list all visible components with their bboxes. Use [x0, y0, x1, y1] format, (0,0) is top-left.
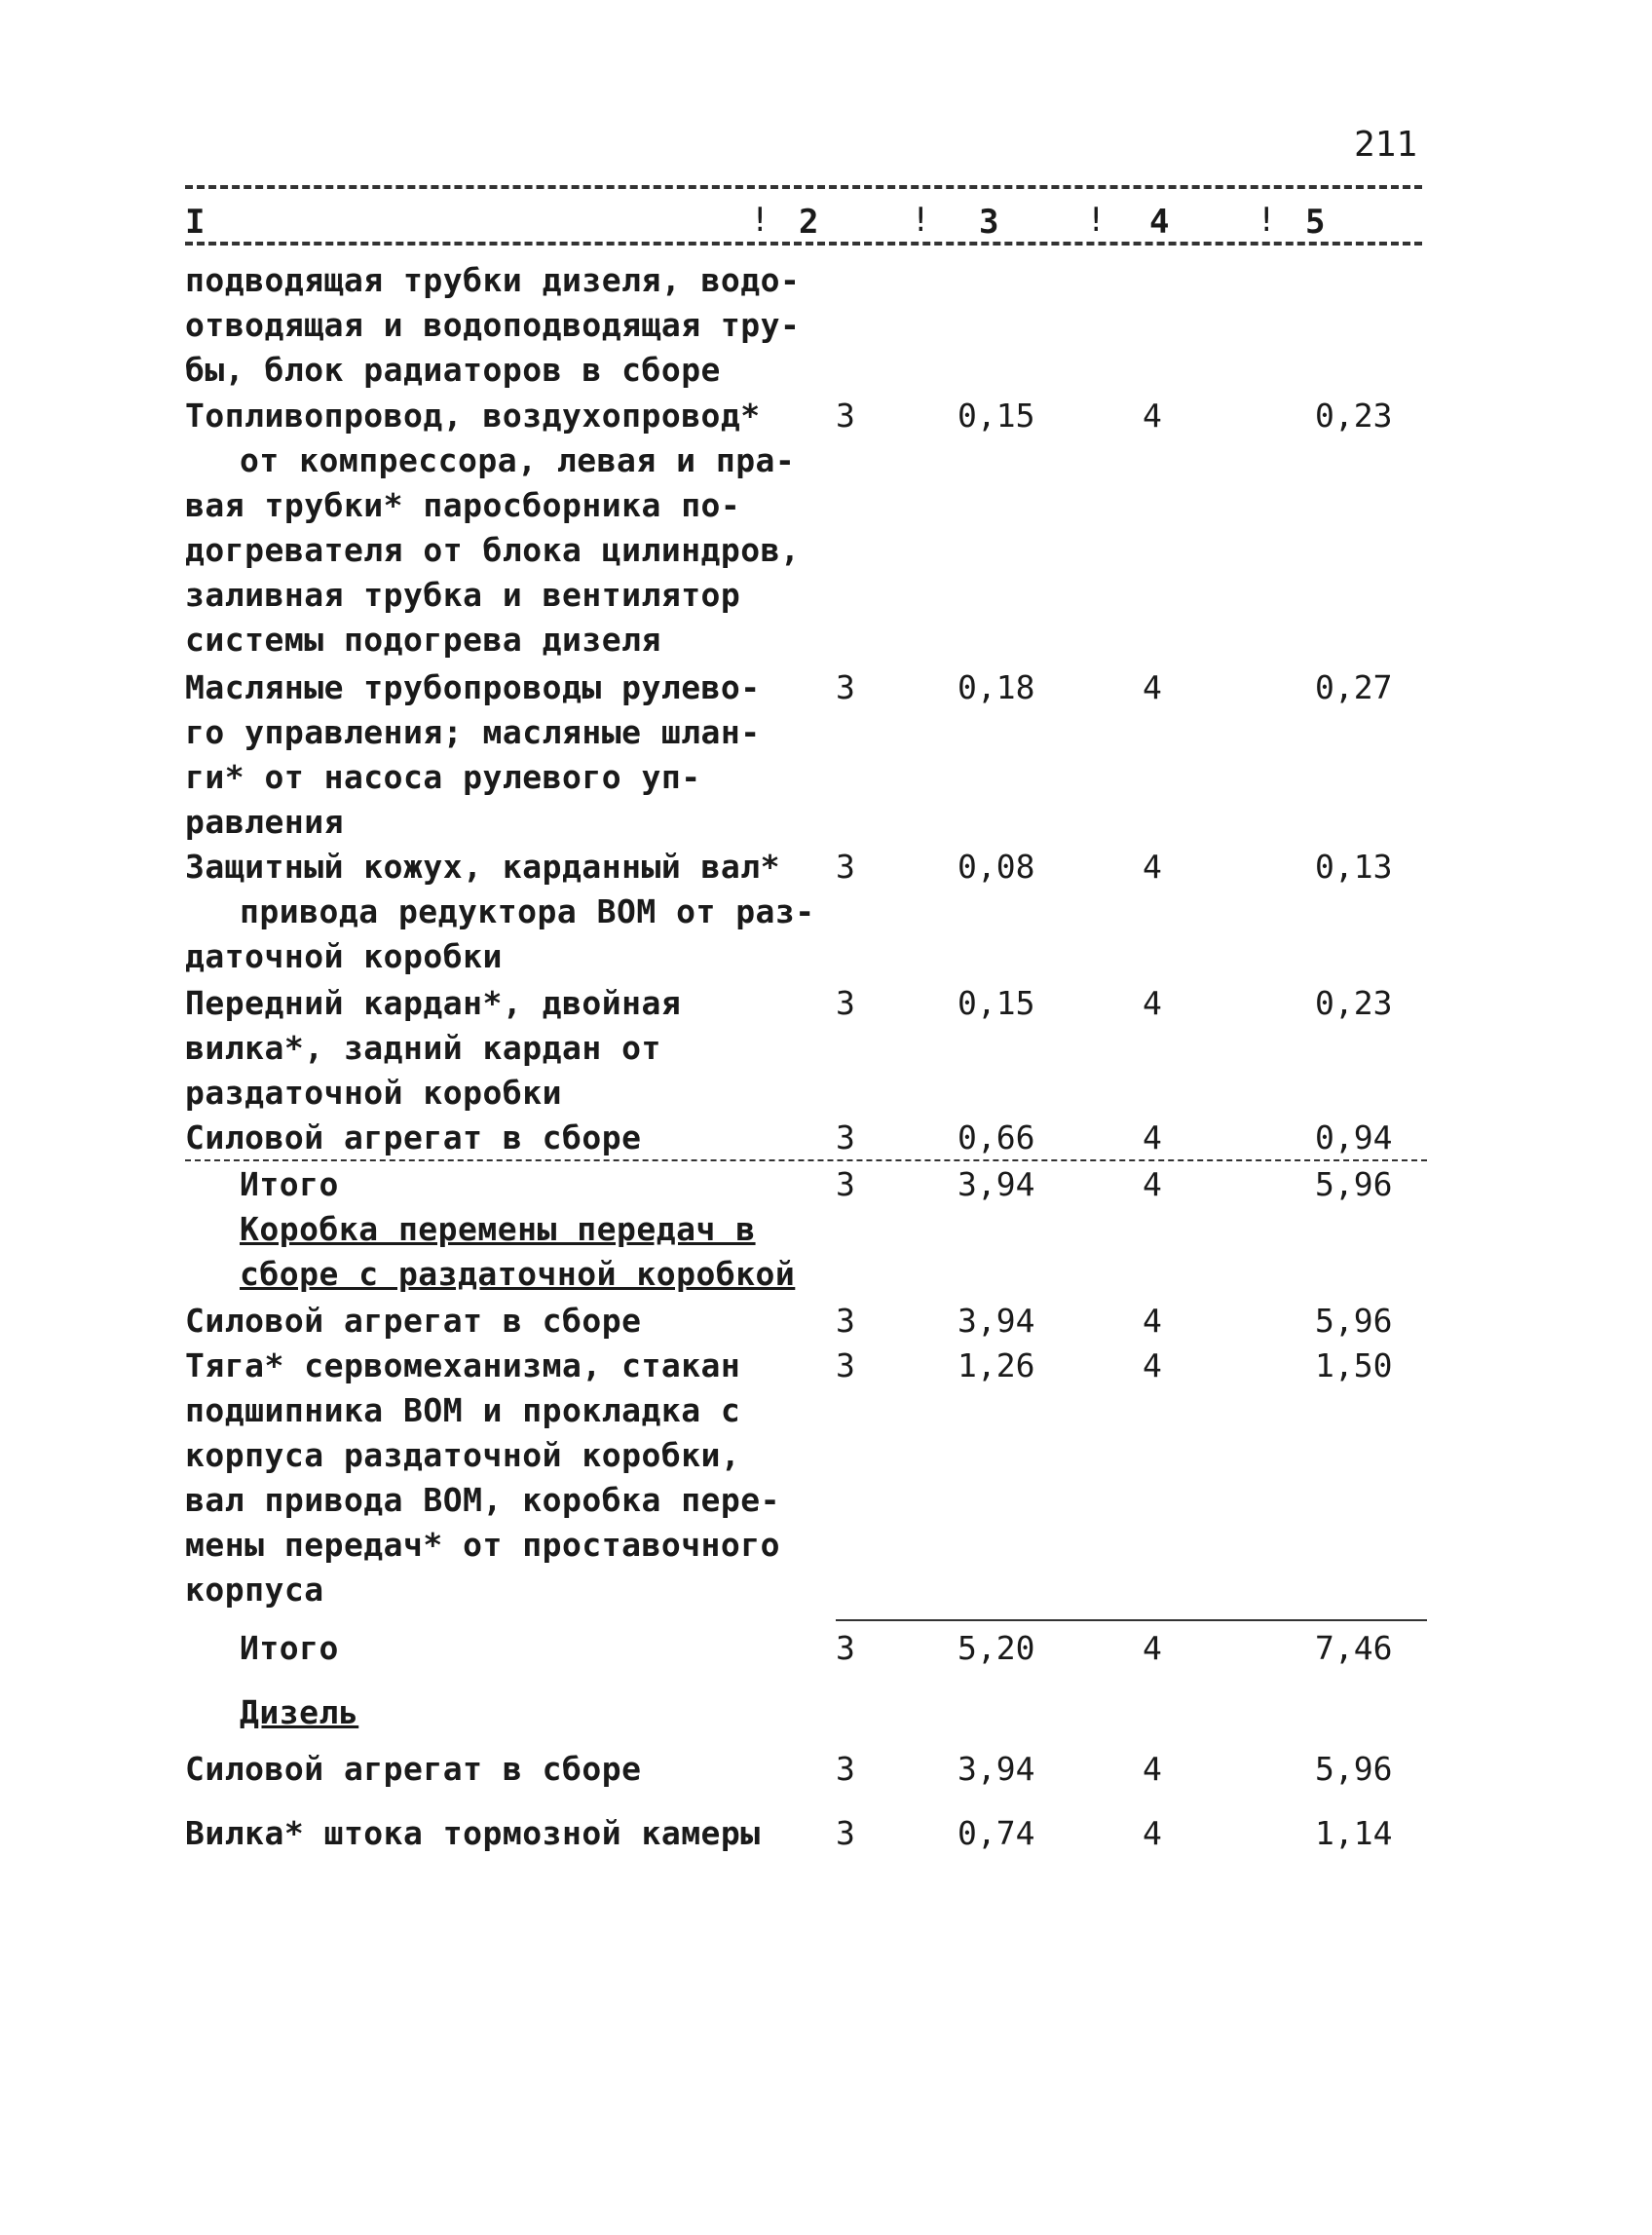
- item-line: от компрессора, левая и пра-: [240, 441, 796, 479]
- section-heading: Коробка перемены передач в: [240, 1210, 756, 1248]
- item-line: Силовой агрегат в сборе: [185, 1118, 642, 1156]
- cell-c5: 1,50: [1315, 1346, 1393, 1384]
- item-line: привода редуктора ВОМ от раз-: [240, 892, 815, 930]
- total-label: Итого: [240, 1629, 339, 1667]
- cell-c3: 0,15: [957, 984, 1035, 1022]
- item-line: Вилка* штока тормозной камеры: [185, 1814, 761, 1852]
- item-line: го управления; масляные шлан-: [185, 713, 761, 751]
- total-rule: [836, 1619, 1427, 1621]
- item-line: Тяга* сервомеханизма, стакан: [185, 1346, 741, 1384]
- column-header-2: 2: [799, 203, 819, 242]
- cell-c4: 4: [1143, 1346, 1162, 1384]
- cell-c5: 0,27: [1315, 668, 1393, 706]
- cell-c2: 3: [836, 848, 855, 886]
- cell-c3: 0,15: [957, 397, 1035, 435]
- column-separator: !: [1257, 201, 1277, 240]
- item-line: мены передач* от проставочного: [185, 1526, 781, 1564]
- cell-c4: 4: [1143, 1302, 1162, 1340]
- item-line: Силовой агрегат в сборе: [185, 1750, 642, 1788]
- item-line: корпуса: [185, 1571, 324, 1609]
- cell-c2: 3: [836, 1629, 855, 1667]
- cell-c4: 4: [1143, 984, 1162, 1022]
- item-line: догревателя от блока цилиндров,: [185, 531, 801, 569]
- cell-c3: 0,74: [957, 1814, 1035, 1852]
- cell-c3: 3,94: [957, 1750, 1035, 1788]
- cell-c2: 3: [836, 984, 855, 1022]
- item-line: вая трубки* паросборника по-: [185, 486, 741, 524]
- item-line: вилка*, задний кардан от: [185, 1029, 661, 1067]
- section-heading: сборе с раздаточной коробкой: [240, 1255, 796, 1293]
- cell-c3: 0,18: [957, 668, 1035, 706]
- item-line: Топливопровод, воздухопровод*: [185, 397, 761, 435]
- item-line: корпуса раздаточной коробки,: [185, 1436, 741, 1474]
- cell-c5: 0,23: [1315, 984, 1393, 1022]
- cell-c4: 4: [1143, 397, 1162, 435]
- cell-c3: 3,94: [957, 1302, 1035, 1340]
- cell-c3: 0,08: [957, 848, 1035, 886]
- cell-c4: 4: [1143, 1629, 1162, 1667]
- cell-c5: 5,96: [1315, 1302, 1393, 1340]
- column-separator: !: [911, 201, 931, 240]
- cell-c5: 0,23: [1315, 397, 1393, 435]
- cell-c4: 4: [1143, 668, 1162, 706]
- cell-c3: 1,26: [957, 1346, 1035, 1384]
- page-number: 211: [1354, 125, 1418, 165]
- item-line: заливная трубка и вентилятор: [185, 576, 741, 614]
- item-line: Передний кардан*, двойная: [185, 984, 682, 1022]
- cell-c2: 3: [836, 1165, 855, 1203]
- cell-c2: 3: [836, 1118, 855, 1156]
- item-line: отводящая и водоподводящая тру-: [185, 306, 801, 344]
- column-separator: !: [750, 201, 770, 240]
- cell-c4: 4: [1143, 1814, 1162, 1852]
- item-line: Защитный кожух, карданный вал*: [185, 848, 781, 886]
- cell-c2: 3: [836, 1302, 855, 1340]
- table-header-rule: [185, 242, 1422, 246]
- cell-c4: 4: [1143, 1118, 1162, 1156]
- item-line: подшипника ВОМ и прокладка с: [185, 1391, 741, 1429]
- cell-c5: 5,96: [1315, 1750, 1393, 1788]
- column-header-3: 3: [979, 203, 999, 242]
- column-separator: !: [1086, 201, 1107, 240]
- cell-c2: 3: [836, 1750, 855, 1788]
- cell-c2: 3: [836, 1814, 855, 1852]
- cell-c4: 4: [1143, 1165, 1162, 1203]
- cell-c2: 3: [836, 668, 855, 706]
- cell-c5: 7,46: [1315, 1629, 1393, 1667]
- column-header-4: 4: [1149, 203, 1170, 242]
- column-header-5: 5: [1305, 203, 1326, 242]
- cell-c4: 4: [1143, 848, 1162, 886]
- column-header-1: I: [185, 203, 206, 242]
- section-heading: Дизель: [240, 1693, 359, 1731]
- total-rule: [185, 1159, 1427, 1161]
- item-line: Силовой агрегат в сборе: [185, 1302, 642, 1340]
- item-line: раздаточной коробки: [185, 1074, 562, 1112]
- cell-c3: 5,20: [957, 1629, 1035, 1667]
- cell-c5: 0,94: [1315, 1118, 1393, 1156]
- cell-c4: 4: [1143, 1750, 1162, 1788]
- item-line: системы подогрева дизеля: [185, 621, 661, 659]
- cell-c5: 0,13: [1315, 848, 1393, 886]
- item-line: ги* от насоса рулевого уп-: [185, 758, 701, 796]
- item-line: подводящая трубки дизеля, водо-: [185, 261, 801, 299]
- item-line: вал привода ВОМ, коробка пере-: [185, 1481, 781, 1519]
- cell-c2: 3: [836, 397, 855, 435]
- cell-c3: 3,94: [957, 1165, 1035, 1203]
- cell-c5: 1,14: [1315, 1814, 1393, 1852]
- cell-c3: 0,66: [957, 1118, 1035, 1156]
- item-line: бы, блок радиаторов в сборе: [185, 351, 721, 389]
- cell-c2: 3: [836, 1346, 855, 1384]
- item-line: равления: [185, 803, 344, 841]
- table-top-rule: [185, 185, 1422, 189]
- total-label: Итого: [240, 1165, 339, 1203]
- item-line: Масляные трубопроводы рулево-: [185, 668, 761, 706]
- cell-c5: 5,96: [1315, 1165, 1393, 1203]
- item-line: даточной коробки: [185, 937, 503, 975]
